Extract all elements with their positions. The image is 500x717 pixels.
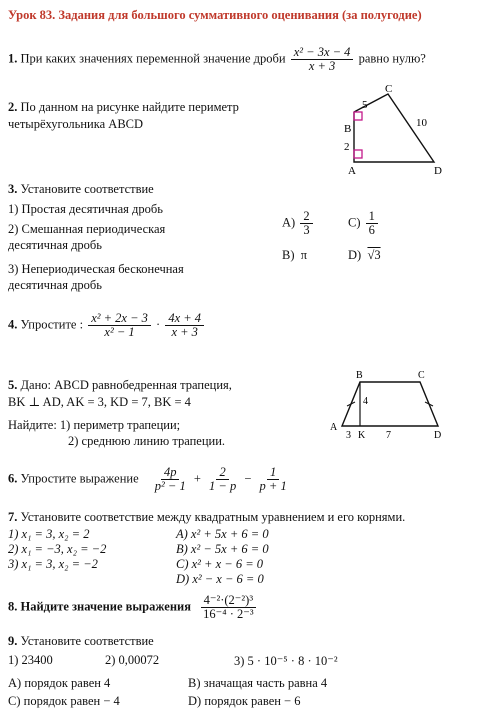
question-3-item-3: 3) Непериодическая бесконечная xyxy=(8,262,184,276)
trap-label-a: A xyxy=(330,422,338,433)
question-8-text: Найдите значение выражения xyxy=(20,599,191,614)
question-2-text: По данном на рисунке найдите периметр xyxy=(20,100,239,114)
q7-left-3: 3) x₁ = 3, x₂ = −2 xyxy=(8,557,98,571)
question-4-dot: · xyxy=(156,317,161,332)
q6-f2-num: 2 xyxy=(216,466,228,480)
option-d-value: √3 xyxy=(367,248,381,262)
question-3-text: Установите соответствие xyxy=(20,182,154,196)
point-label-b: B xyxy=(344,123,352,135)
point-label-d: D xyxy=(434,165,442,177)
q9-item-3: 3) 5 · 10⁻⁵ · 8 · 10⁻² xyxy=(234,654,338,668)
page-title: Урок 83. Задания для большого суммативного оценивания (за полугодие) xyxy=(8,8,422,22)
q4-f1-num: x² + 2x − 3 xyxy=(88,312,151,326)
question-7-header xyxy=(8,510,405,525)
question-9-header xyxy=(8,634,154,649)
right-angle-marker-a xyxy=(354,150,362,158)
q9-answer-b: B) значащая часть равна 4 xyxy=(188,676,328,690)
trap-label-d: D xyxy=(434,430,442,440)
right-angle-marker-b xyxy=(354,112,362,120)
question-5-find: Найдите: 1) периметр трапеции; xyxy=(8,418,181,432)
option-a-label: A) xyxy=(282,215,296,230)
option-b-value: π xyxy=(300,248,308,262)
trapezoid-figure xyxy=(320,366,450,440)
question-3-option-b xyxy=(282,248,307,263)
trap-label-bk: 4 xyxy=(363,396,368,407)
option-c-denominator: 6 xyxy=(368,223,375,237)
q6-minus: − xyxy=(244,471,252,486)
trap-label-kd: 7 xyxy=(386,430,391,440)
question-3-item-3-cont: десятичная дробь xyxy=(8,278,102,292)
question-7-number: 7. xyxy=(8,510,18,524)
question-5-text: Дано: ABCD равнобедренная трапеция, xyxy=(20,378,232,392)
q6-f3-num: 1 xyxy=(267,466,279,480)
question-6 xyxy=(8,466,292,493)
point-label-a: A xyxy=(348,165,356,177)
q6-f3-den: p + 1 xyxy=(259,479,287,493)
q9-answer-c: C) порядок равен − 4 xyxy=(8,694,120,708)
question-5-find-2: 2) среднюю линию трапеции. xyxy=(68,434,226,448)
question-5-line-2: BK ⊥ AD, AK = 3, KD = 7, BK = 4 xyxy=(8,395,191,409)
question-2-line-1 xyxy=(8,100,239,115)
quadrilateral-figure xyxy=(330,80,450,180)
question-3-number: 3. xyxy=(8,182,18,196)
trap-label-k: K xyxy=(358,430,366,440)
question-4-fraction-2 xyxy=(165,312,204,339)
q6-f1-num: 4p xyxy=(161,466,180,480)
question-8-number: 8. xyxy=(8,599,18,614)
side-label-ab: 2 xyxy=(344,141,350,153)
side-label-cd: 10 xyxy=(416,117,427,129)
side-label-bc: 5 xyxy=(362,99,368,111)
question-4-fraction-1 xyxy=(88,312,151,339)
option-a-numerator: 2 xyxy=(300,210,312,224)
question-1-fraction xyxy=(291,46,354,73)
question-3-option-c xyxy=(348,210,380,237)
q9-answer-d: D) порядок равен − 6 xyxy=(188,694,301,708)
question-9-text: Установите соответствие xyxy=(20,634,154,648)
question-1-number: 1. xyxy=(8,51,18,66)
question-8 xyxy=(8,594,259,621)
point-label-c: C xyxy=(385,83,393,95)
question-3-item-1: 1) Простая десятичная дробь xyxy=(8,202,163,216)
option-b-label: B) xyxy=(282,248,295,262)
question-4-number: 4. xyxy=(8,317,18,332)
q4-f1-den: x² − 1 xyxy=(104,325,135,339)
q8-fraction xyxy=(200,594,256,621)
option-c-label: C) xyxy=(348,215,361,230)
q7-right-b: B) x² − 5x + 6 = 0 xyxy=(176,542,269,556)
option-c-numerator: 1 xyxy=(366,210,378,224)
q7-right-d: D) x² − x − 6 = 0 xyxy=(176,572,264,586)
option-a-denominator: 3 xyxy=(303,223,310,237)
q6-fraction-1 xyxy=(152,466,189,493)
question-6-number: 6. xyxy=(8,471,18,486)
question-1-fraction-numerator: x² − 3x − 4 xyxy=(291,46,354,60)
question-7-text: Установите соответствие между квадратным уравнением и его корнями. xyxy=(20,510,406,524)
q6-f2-den: 1 − p xyxy=(209,479,237,493)
question-5-number: 5. xyxy=(8,378,18,392)
trapezoid-outline xyxy=(342,382,438,426)
question-5-line-1 xyxy=(8,378,232,393)
q6-fraction-2 xyxy=(206,466,239,493)
question-1-fraction-denominator: x + 3 xyxy=(308,59,336,73)
trap-label-c: C xyxy=(418,370,425,381)
question-3-item-2: 2) Смешанная периодическая xyxy=(8,222,166,236)
q9-item-2: 2) 0,00072 xyxy=(105,653,160,667)
question-9-number: 9. xyxy=(8,634,18,648)
question-3-option-a xyxy=(282,210,315,237)
q7-left-2: 2) x₁ = −3, x₂ = −2 xyxy=(8,542,107,556)
question-6-text: Упростите выражение xyxy=(20,471,139,486)
question-2-number: 2. xyxy=(8,100,18,114)
q8-den: 16⁻⁴ · 2⁻³ xyxy=(203,607,254,621)
q9-item-1: 1) 23400 xyxy=(8,653,53,667)
q6-f1-den: p² − 1 xyxy=(154,479,186,493)
question-3-item-2-cont: десятичная дробь xyxy=(8,238,102,252)
q6-fraction-3 xyxy=(257,466,290,493)
question-2-line-2: четырёхугольника ABCD xyxy=(8,117,144,131)
q7-right-a: A) x² + 5x + 6 = 0 xyxy=(176,527,269,541)
trap-label-b: B xyxy=(356,370,363,381)
question-3-header xyxy=(8,182,154,197)
question-1 xyxy=(8,46,426,73)
q7-right-c: C) x² + x − 6 = 0 xyxy=(176,557,264,571)
q6-plus: + xyxy=(193,471,201,486)
q7-left-1: 1) x₁ = 3, x₂ = 2 xyxy=(8,527,90,541)
q8-num: 4⁻²·(2⁻²)³ xyxy=(201,594,256,608)
q9-answer-a: A) порядок равен 4 xyxy=(8,676,111,690)
trap-label-ak: 3 xyxy=(346,430,351,440)
question-3-option-d xyxy=(348,248,381,263)
option-d-label: D) xyxy=(348,248,362,262)
question-1-text: При каких значениях переменной значение дроби xyxy=(20,51,286,66)
q4-f2-den: x + 3 xyxy=(171,325,198,339)
question-4-text: Упростите : xyxy=(20,317,84,332)
question-1-tail: равно нулю? xyxy=(358,51,426,66)
question-4 xyxy=(8,312,206,339)
q4-f2-num: 4x + 4 xyxy=(165,312,204,326)
